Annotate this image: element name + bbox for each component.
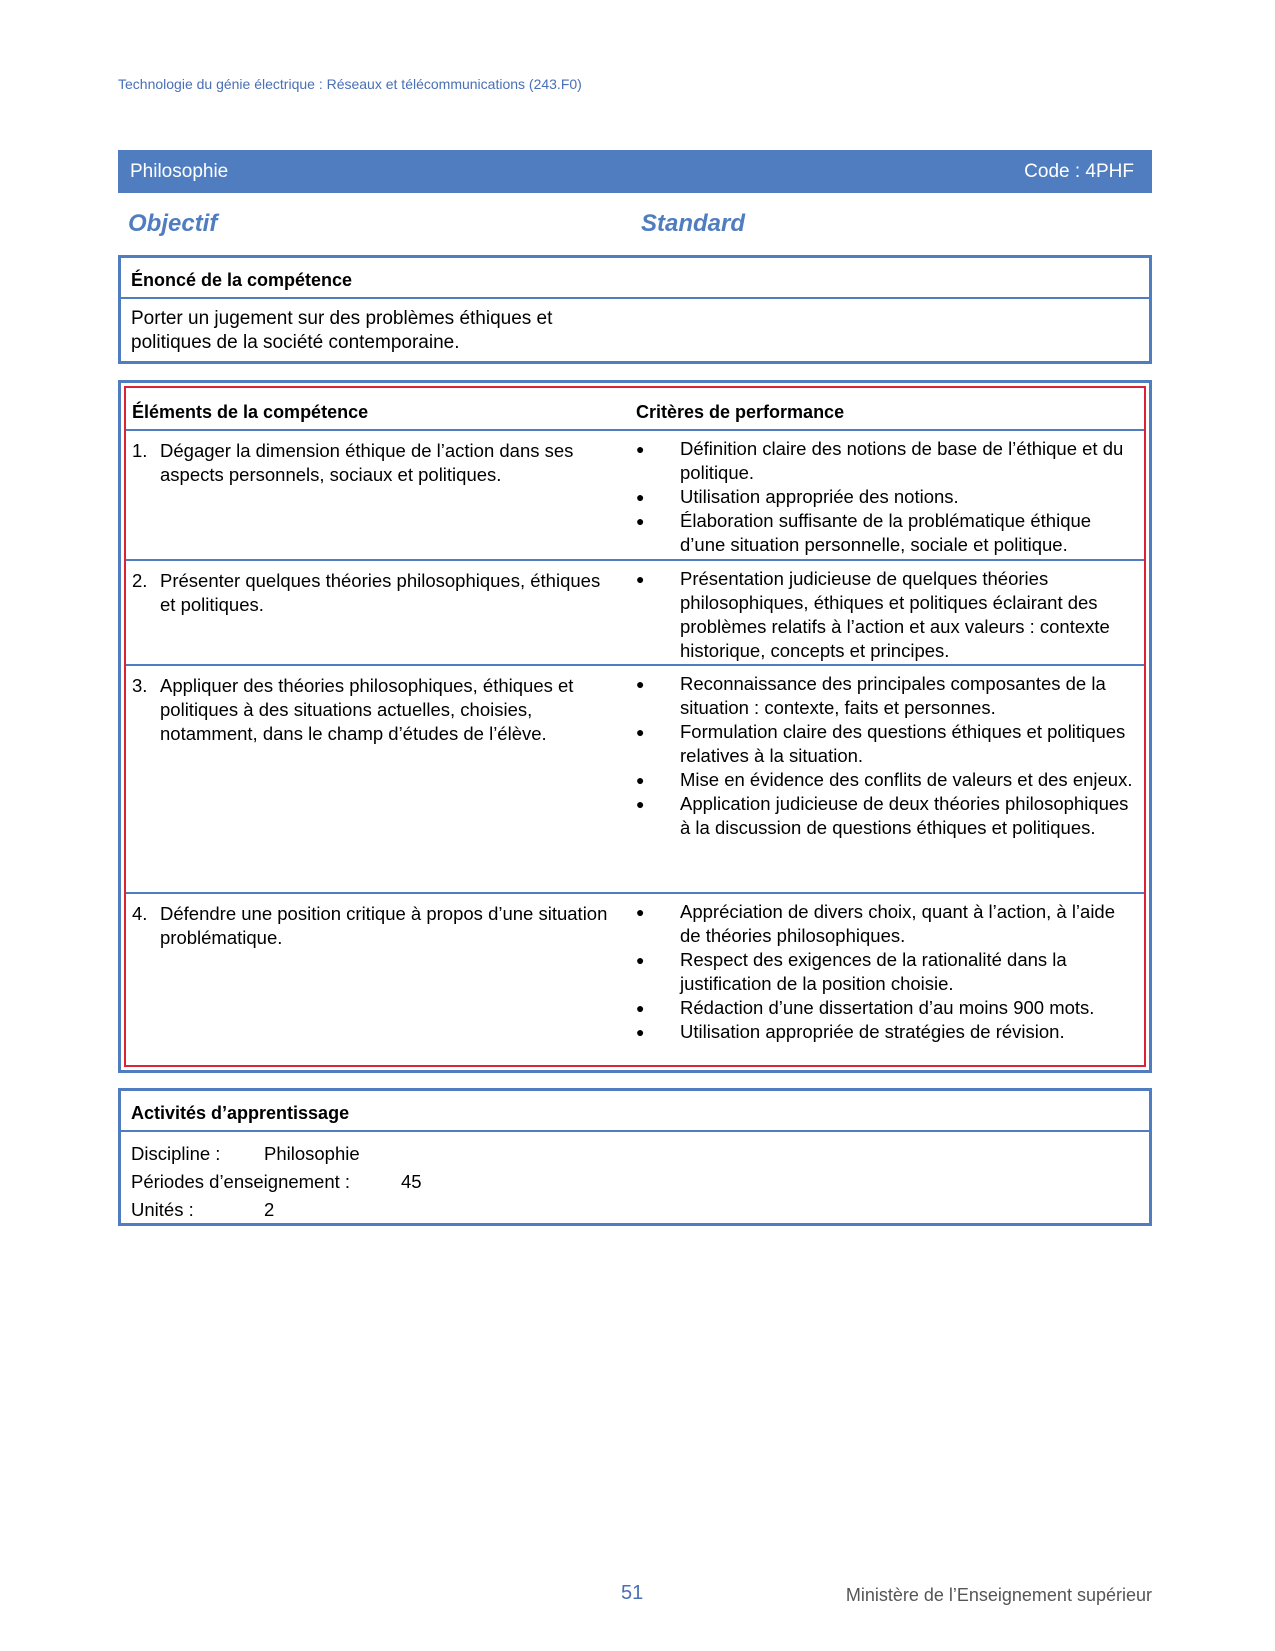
enonce-line: politiques de la société contemporaine. xyxy=(131,332,460,353)
criterion xyxy=(636,720,1136,768)
course-code: Code : 4PHF xyxy=(1024,160,1134,182)
criterion xyxy=(636,948,1136,996)
criterion-text: Appréciation de divers choix, quant à l’action, à l’aide de théories philosophiques. xyxy=(680,901,1116,946)
element-text: Présenter quelques théories philosophiques, éthiques et politiques. xyxy=(160,570,601,615)
element-cell xyxy=(126,666,634,892)
activites-box xyxy=(118,1088,1152,1226)
element-number: 2. xyxy=(132,570,148,591)
element-number: 1. xyxy=(132,440,148,461)
criteria-cell xyxy=(634,431,1144,559)
elements-table-inner xyxy=(124,386,1146,1067)
unites-value: 2 xyxy=(264,1199,275,1220)
criterion xyxy=(636,485,1136,509)
activites-body xyxy=(121,1132,1149,1232)
table-row xyxy=(126,561,1144,666)
criterion-text: Rédaction d’une dissertation d’au moins 900 mots. xyxy=(680,997,1095,1018)
periodes-label: Périodes d’enseignement : xyxy=(131,1171,351,1192)
table-row xyxy=(126,894,1144,1071)
criteria-cell xyxy=(634,666,1144,892)
bullet-icon: ● xyxy=(636,724,645,740)
enonce-line: Porter un jugement sur des problèmes éthiques et xyxy=(131,308,553,329)
discipline-value: Philosophie xyxy=(264,1143,360,1164)
criterion-text: Présentation judicieuse de quelques théories philosophiques, éthiques et politiques éclairant des problèmes relatifs à l’action et aux valeurs : contexte historique, concepts et principes. xyxy=(680,568,1110,661)
criterion-text: Formulation claire des questions éthiques et politiques relatives à la situation. xyxy=(680,721,1126,766)
periodes-value: 45 xyxy=(401,1171,422,1192)
running-head: Technologie du génie électrique : Réseaux et télécommunications (243.F0) xyxy=(118,76,582,92)
criterion-text: Application judicieuse de deux théories philosophiques à la discussion de questions éthiques et politiques. xyxy=(680,793,1129,838)
bullet-icon: ● xyxy=(636,772,645,788)
column-subheads xyxy=(128,210,768,238)
criterion-text: Respect des exigences de la rationalité dans la justification de la position choisie. xyxy=(680,949,1067,994)
unites-line xyxy=(131,1196,1139,1224)
criterion xyxy=(636,996,1136,1020)
bullet-icon: ● xyxy=(636,952,645,968)
criterion xyxy=(636,792,1136,840)
unites-label: Unités : xyxy=(131,1199,194,1220)
criterion xyxy=(636,509,1136,557)
bullet-icon: ● xyxy=(636,676,645,692)
bullet-icon: ● xyxy=(636,513,645,529)
elements-table-header xyxy=(126,388,1144,431)
bullet-icon: ● xyxy=(636,1000,645,1016)
criterion-text: Reconnaissance des principales composantes de la situation : contexte, faits et personnes. xyxy=(680,673,1106,718)
criterion-text: Élaboration suffisante de la problématique éthique d’une situation personnelle, sociale et politique. xyxy=(680,510,1092,555)
criteria-cell xyxy=(634,894,1144,1071)
periodes-line xyxy=(131,1168,1139,1196)
element-cell xyxy=(126,894,634,1071)
bullet-icon: ● xyxy=(636,904,645,920)
criterion-text: Utilisation appropriée des notions. xyxy=(680,486,959,507)
element-number: 4. xyxy=(132,903,148,924)
bullet-icon: ● xyxy=(636,1024,645,1040)
activites-heading: Activités d’apprentissage xyxy=(121,1091,1149,1132)
enonce-heading: Énoncé de la compétence xyxy=(121,258,1149,299)
element-text: Appliquer des théories philosophiques, éthiques et politiques à des situations actuelles, choisies, notamment, dans le champ d’études de l’élève. xyxy=(160,675,574,744)
criterion-text: Définition claire des notions de base de l’éthique et du politique. xyxy=(680,438,1124,483)
criteria-heading: Critères de performance xyxy=(636,402,845,422)
standard-subhead: Standard xyxy=(641,210,746,237)
enonce-box xyxy=(118,255,1152,364)
bullet-icon: ● xyxy=(636,796,645,812)
discipline-label: Discipline : xyxy=(131,1143,221,1164)
criterion xyxy=(636,768,1136,792)
course-title: Philosophie xyxy=(130,160,229,182)
criterion-text: Mise en évidence des conflits de valeurs et des enjeux. xyxy=(680,769,1133,790)
criterion xyxy=(636,672,1136,720)
enonce-text xyxy=(121,299,591,363)
criteria-cell xyxy=(634,561,1144,664)
elements-table xyxy=(118,380,1152,1073)
course-title-bar xyxy=(118,150,1152,193)
bullet-icon: ● xyxy=(636,489,645,505)
page-number: 51 xyxy=(621,1582,644,1604)
objectif-subhead: Objectif xyxy=(128,210,218,237)
bullet-icon: ● xyxy=(636,571,645,587)
element-cell xyxy=(126,431,634,559)
criterion xyxy=(636,900,1136,948)
element-text: Défendre une position critique à propos d’une situation problématique. xyxy=(160,903,608,948)
table-row xyxy=(126,431,1144,561)
element-text: Dégager la dimension éthique de l’action dans ses aspects personnels, sociaux et politiques. xyxy=(160,440,574,485)
table-row xyxy=(126,666,1144,894)
criterion-text: Utilisation appropriée de stratégies de révision. xyxy=(680,1021,1065,1042)
footer-ministry: Ministère de l’Enseignement supérieur xyxy=(845,1585,1152,1605)
discipline-line xyxy=(131,1140,1139,1168)
criterion xyxy=(636,437,1136,485)
criterion xyxy=(636,1020,1136,1044)
elements-heading: Éléments de la compétence xyxy=(132,402,369,422)
criterion xyxy=(636,567,1136,663)
bullet-icon: ● xyxy=(636,441,645,457)
element-number: 3. xyxy=(132,675,148,696)
element-cell xyxy=(126,561,634,664)
